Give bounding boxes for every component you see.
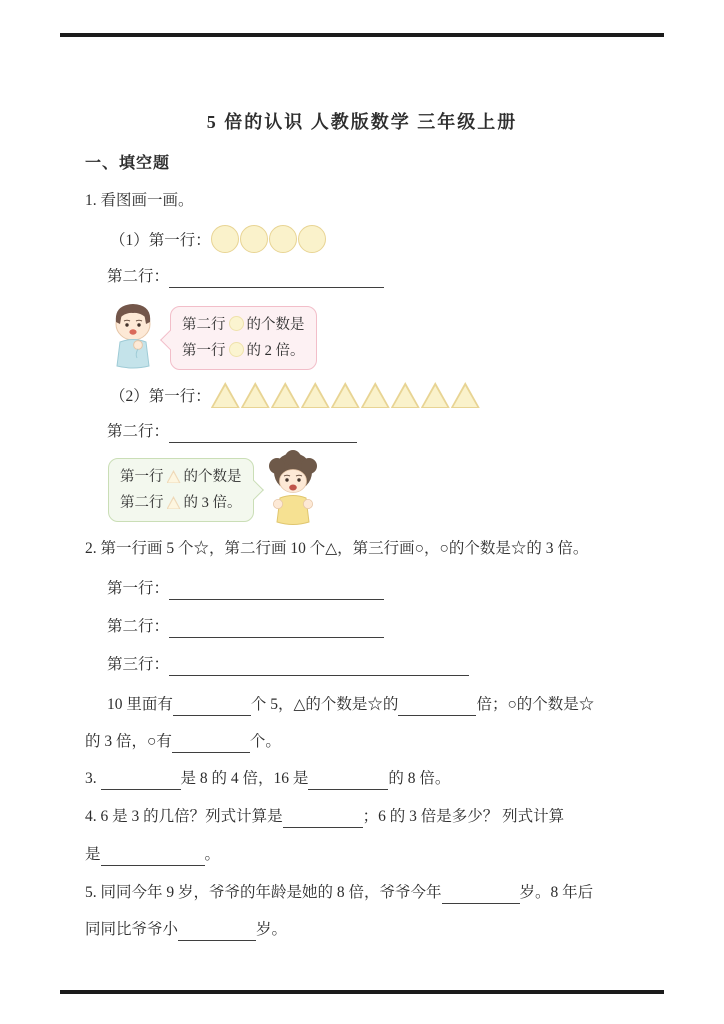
blank-line — [172, 736, 250, 753]
q1-part1-row1 — [110, 224, 327, 254]
blank-line — [169, 659, 469, 676]
q2-text: 的 3 倍，○有 — [85, 733, 172, 750]
triangle-shape — [451, 382, 480, 408]
circle-icon — [229, 316, 244, 331]
bubble1-text: 的 2 倍。 — [246, 343, 305, 359]
q4-text: 4. 6 是 3 的几倍？列式计算是 — [85, 808, 283, 825]
q1-part1-label: （1）第一行： — [110, 232, 211, 249]
boy-yellow-illustration — [262, 450, 324, 535]
boy-blue-illustration — [106, 300, 160, 377]
q1-part1-row2-label: 第二行： — [107, 268, 170, 285]
triangle-shape — [211, 382, 240, 408]
bottom-rule — [60, 990, 664, 994]
q2-text: 个。 — [249, 733, 281, 750]
bubble2-text: 第二行 — [120, 495, 164, 511]
section-heading: 一、填空题 — [85, 155, 171, 172]
blank-line — [283, 811, 363, 828]
bubble1-text: 第二行 — [182, 317, 226, 333]
blank-line — [101, 773, 181, 790]
top-rule — [60, 33, 664, 37]
speech-bubble-pink — [170, 306, 317, 370]
q4-line1 — [85, 806, 564, 828]
blank-line — [442, 887, 520, 904]
bubble2-text: 第一行 — [120, 469, 164, 485]
q3-text: 的 8 倍。 — [388, 770, 451, 787]
bubble2-text: 的个数是 — [183, 469, 242, 485]
blank-line — [169, 621, 384, 638]
triangle-shape — [241, 382, 270, 408]
q2-text: 倍；○的个数是☆ — [476, 696, 595, 713]
triangle-shape — [331, 382, 360, 408]
circle-shape — [298, 225, 326, 253]
q5-text: 同同比爷爷小 — [85, 921, 179, 938]
bubble2-line1 — [120, 464, 242, 490]
bubble2-line2 — [120, 490, 242, 516]
page-title: 5 倍的认识 人教版数学 三年级上册 — [206, 112, 518, 132]
q1-part1-row2 — [107, 266, 384, 288]
q5-line1 — [85, 882, 593, 904]
circle-shape — [211, 225, 239, 253]
q3-text: 3. — [85, 770, 101, 787]
q4-text: 。 — [204, 846, 221, 863]
q2-followup-line2 — [85, 731, 281, 753]
blank-line — [308, 773, 388, 790]
q1-part2-row1 — [110, 380, 481, 410]
q3-text: 是 8 的 4 倍，16 是 — [180, 770, 309, 787]
q4-text: ；6 的 3 倍是多少？ 列式计算 — [362, 808, 565, 825]
q2-followup-line1 — [107, 694, 594, 716]
q2-row3-label: 第三行： — [107, 656, 170, 673]
q2-row1-label: 第一行： — [107, 580, 170, 597]
q1-part2-label: （2）第一行： — [110, 388, 211, 405]
bubble2-text: 的 3 倍。 — [183, 495, 242, 511]
circle-icon — [229, 342, 244, 357]
blank-line — [169, 271, 384, 288]
q5-text: 岁。 — [256, 921, 288, 938]
q2-row3 — [107, 654, 469, 676]
q5-text: 岁。8 年后 — [519, 884, 594, 901]
triangle-shape — [271, 382, 300, 408]
bubble-tail-right — [244, 480, 264, 500]
blank-line — [101, 849, 205, 866]
q1-part2-row2-label: 第二行： — [107, 423, 170, 440]
triangle-icon — [167, 470, 181, 483]
blank-line — [178, 924, 256, 941]
triangle-shape — [421, 382, 450, 408]
q5-line2 — [85, 919, 287, 941]
blank-line — [169, 426, 357, 443]
q5-text: 5. 同同今年 9 岁，爷爷的年龄是她的 8 倍，爷爷今年 — [85, 884, 442, 901]
bubble1-line2 — [182, 338, 305, 364]
triangle-shape — [301, 382, 330, 408]
q4-line2 — [85, 844, 220, 866]
q4-text: 是 — [85, 846, 101, 863]
q2-row1 — [107, 578, 384, 600]
circle-shape — [269, 225, 297, 253]
circle-shape — [240, 225, 268, 253]
q2-row2-label: 第二行： — [107, 618, 170, 635]
triangle-row — [211, 382, 481, 408]
q2-stem: 2. 第一行画 5 个☆，第二行画 10 个△，第三行画○，○的个数是☆的 3 倍。 — [85, 540, 589, 557]
q1-stem: 1. 看图画一画。 — [85, 192, 194, 209]
blank-line — [169, 583, 384, 600]
q1-part2-row2 — [107, 421, 357, 443]
q2-row2 — [107, 616, 384, 638]
bubble1-text: 第一行 — [182, 343, 226, 359]
boy-yellow-icon — [262, 450, 324, 530]
triangle-icon — [167, 496, 181, 509]
bubble1-text: 的个数是 — [246, 317, 305, 333]
q2-text: 10 里面有 — [107, 696, 173, 713]
bubble1-line1 — [182, 312, 305, 338]
triangle-shape — [361, 382, 390, 408]
triangle-shape — [391, 382, 420, 408]
q3-stem — [85, 768, 450, 790]
circle-row — [211, 225, 327, 253]
blank-line — [398, 699, 476, 716]
q2-text: 个 5，△的个数是☆的 — [250, 696, 399, 713]
speech-bubble-green — [108, 458, 254, 522]
blank-line — [173, 699, 251, 716]
boy-blue-icon — [106, 300, 160, 372]
bubble-tail-left — [160, 330, 180, 350]
